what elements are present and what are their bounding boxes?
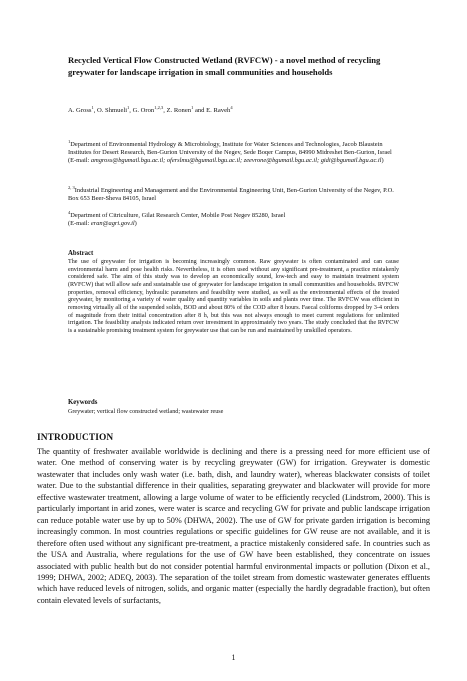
- author-name: O. Shmueli: [97, 107, 128, 114]
- author-name: A. Gross: [68, 107, 92, 114]
- introduction-text: The quantity of freshwater available worldwide is declining and there is a pressing need for more efficient use of water. One method of conserving water is by recycling greywater (GW) for irrigation. Greywater is domestic wastewater that includes only wash water (i.e. bath, dish, and laundry water), whereas blackwater consists of toilet water. Due to the substantial difference in their qualities, separating greywater and blackwater will provide for more effective wastewater treatment, allowing a large volume of water to be efficiently recycled (Lindstrom, 2000). This is particularly important in arid zones, were water is scarce and recycling GW for private and public landscape irrigation can reduce potable water use by up to 50% (DHWA, 2002). The use of GW for private garden irrigation is becoming increasingly common. In most countries regulations or specific guidelines for GW reuse are not available, and it is therefore often used without any significant pre-treatment, a practice mistakenly considered safe. In countries such as the USA and Australia, where regulations for the use of GW have been established, they concentrate on issues associated with public health but do not consider potential harmful environmental impacts or pollution (Dixon et al., 1999; DHWA, 2002; ADEQ, 2003). The separation of the toilet stream from domestic wastewater generates effluents which have reduced levels of nitrogen, solids, and organic matter (especially the hardly degradable fraction), but often contain elevated levels of surfactants,: [37, 447, 430, 605]
- email-close: ): [381, 157, 384, 164]
- abstract-text: The use of greywater for irrigation is becoming increasingly common. Raw greywater is often contaminated and can cause environmental harm and pose health risks. Nevertheless, it is often used without any significant pre-treatment, a practice mistakenly considered safe. The aim of this study was to develop an economically sound, low-tech and easy to maintain treatment system (RVFCW) that will allow safe and sustainable use of greywater for landscape irrigation in small communities and households. RVFCW properties, removal efficiency, hydraulic parameters and feasibility were studied, as well as the environmental effects of the treated greywater, by monitoring a variety of water quality and quantity variables in soils and plants over time. The RVFCW was efficient in removing virtually all of the suspended solids, BOD and about 80% of the COD after 8 hours. Faecal coliforms dropped by 3-4 orders of magnitude from their initial concentration after 8 h, but this was not always enough to meet current regulations for unlimited irrigation. The feasibility analysis indicated return over investment in approximately two years. The study concluded that the RVFCW is a sustainable promising treatment system for greywater use that can be run and maintained by unskilled operators.: [68, 259, 399, 334]
- author-affiliation-mark: 1: [191, 104, 194, 110]
- author-affiliation-mark: 1: [127, 104, 130, 110]
- affiliation-mark: 1: [68, 138, 71, 144]
- email-address[interactable]: eran@agri.gov.il: [90, 220, 135, 227]
- affiliation-1: [68, 138, 398, 165]
- author-name: E. Raveh: [206, 107, 231, 114]
- affiliation-text: Industrial Engineering and Management and the Environmental Engineering Unit, Ben-Gurion University of the Negev, P.O. Box 653 Beer-Sheva 84105, Israel: [68, 187, 394, 202]
- affiliation-3: [68, 209, 398, 228]
- keywords-text: Greywater; vertical flow constructed wetland; wastewater reuse: [68, 409, 224, 415]
- page-number: 1: [231, 653, 236, 662]
- keywords-heading: Keywords: [68, 399, 98, 406]
- author-affiliation-mark: 4: [230, 104, 233, 110]
- introduction-heading: INTRODUCTION: [37, 433, 114, 443]
- author-name: G. Oron: [132, 107, 155, 114]
- author-name: Z. Ronen: [166, 107, 192, 114]
- author-list: A. Gross$^1$, O. Shmueli$^1$, G. Oron$^{1,2,3}$, Z. Ronen$^1$ and E. Raveh$^4$: [68, 104, 233, 114]
- email-label: (E-mail:: [68, 220, 91, 227]
- affiliation-text: Department of Citriculture, Gilat Research Center, Mobile Post Negev 85280, Israel: [70, 212, 286, 219]
- paper-title: Recycled Vertical Flow Constructed Wetland (RVFCW) - a novel method of recycling greywater for landscape irrigation in small communities and households: [68, 55, 381, 77]
- email-close: ): [134, 220, 137, 227]
- author-affiliation-mark: 1: [91, 104, 94, 110]
- abstract-heading: Abstract: [68, 250, 94, 257]
- affiliation-text: Department of Environmental Hydrology & Microbiology, Institute for Water Sciences and Technologies, Jacob Blaustein Institutes for Desert Research, Ben-Gurion University of the Negev, Sede Boqer Campus, 84990 Midreshet Ben-Gurion, Israel: [68, 141, 392, 156]
- email-label: (E-mail:: [68, 157, 91, 164]
- affiliation-2: [68, 184, 398, 203]
- email-addresses[interactable]: amgross@bgumail.bgu.ac.il; oferslmu@bgumail.bgu.ac.il; zeevrone@bgumail.bgu.ac.il; gidi@bgumail.bgu.ac.il: [90, 157, 382, 164]
- affiliation-mark: 4: [68, 209, 71, 215]
- affiliation-mark: 2, 3: [68, 184, 75, 190]
- author-affiliation-mark: 1,2,3: [154, 104, 164, 110]
